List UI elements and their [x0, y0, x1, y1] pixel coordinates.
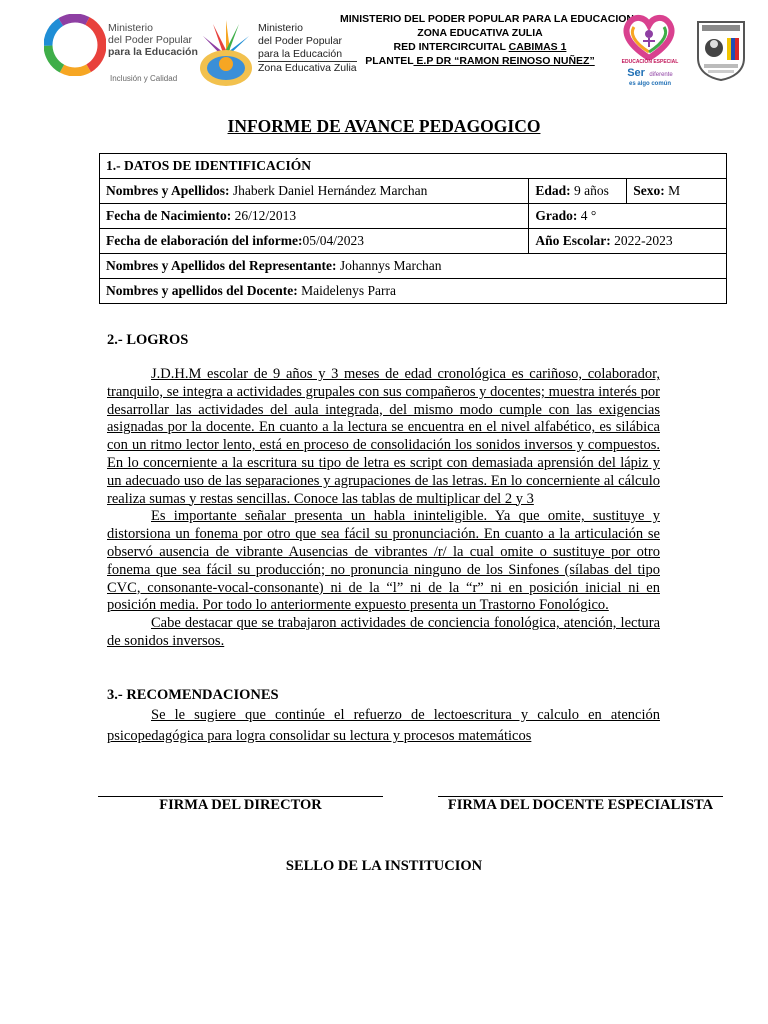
red-name: CABIMAS 1 — [508, 41, 567, 53]
school-year-label: Año Escolar: — [535, 233, 611, 248]
zona-logo-line: Zona Educativa Zulia — [258, 62, 357, 74]
recommendations-paragraph: Se le sugiere que continúe el refuerzo de lectoescritura y calculo en atención psicopedagógica para logra consolidar su lectura y procesos matemáticos — [107, 707, 660, 744]
grade-cell — [529, 204, 727, 229]
achievements-paragraph: Es importante señalar presenta un habla ininteligible. Ya que omite, sustituye y distorsiona un fonema por otro que sea fácil su pronunciación. En cuanto a la articulación se observó ausencia de vibrante Ausencias de vibrantes /r/ la cual omite o sustituye por otro fonema que sea fácil su producción; no pronuncia ninguno de los Sinfones (sílabas del tipo CVC, consonante-vocal-consonante) ni de la “l” ni de la “r” ni en posición inicial ni en posición media. Por todo lo anteriormente expuesto presenta un Trastorno Fonológico. — [107, 508, 660, 614]
header-line: MINISTERIO DEL PODER POPULAR PARA LA EDUCACION — [340, 13, 635, 25]
plantel-prefix: PLANTEL — [365, 55, 414, 67]
ministry-logo-line: del Poder Popular — [108, 34, 193, 46]
school-shield-logo — [694, 18, 748, 82]
ministry-logo-line: para la Educación — [108, 46, 198, 58]
achievements-body — [107, 366, 660, 651]
table-row — [100, 229, 727, 254]
table-row — [100, 254, 727, 279]
special-ed-line: es algo común — [628, 81, 671, 87]
table-row — [100, 279, 727, 304]
sunburst-emblem-icon — [195, 10, 257, 90]
special-ed-diferente: diferente — [649, 72, 673, 78]
header-line: ZONA EDUCATIVA ZULIA — [417, 27, 543, 39]
identification-table — [99, 153, 727, 304]
representative-label: Nombres y Apellidos del Representante: — [106, 258, 337, 273]
achievements-heading: 2.- LOGROS — [107, 332, 189, 348]
birth-date-value: 26/12/2013 — [231, 208, 297, 223]
heart-emblem-icon — [621, 14, 677, 60]
age-value: 9 años — [570, 183, 609, 198]
institution-seal-label: SELLO DE LA INSTITUCION — [285, 858, 483, 874]
age-cell — [529, 179, 627, 204]
zona-logo-line: para la Educación — [258, 48, 343, 60]
achievements-paragraph: J.D.H.M escolar de 9 años y 3 meses de edad cronológica es cariñoso, colaborador, tranquilo, se integra a actividades grupales con sus compañeros y docentes; muestra interés por desarrollar las actividades del aula integrada, del mismo modo cumple con las exigencias asignadas por la docente. En cuanto a la lectura se encuentra en el nivel alfabético, es silábica con un ritmo lector lento, está en proceso de consolidación los sonidos inversos y compuestos. En lo concerniente a la escritura su tipo de letra es script con demasiada aprensión del lápiz y un adecuado uso de las separaciones y agrupaciones de las letras. En lo concerniente al cálculo realiza sumas y restas sencillas. Conoce las tablas de multiplicar del 2 y 3 — [107, 366, 660, 507]
zona-educativa-logo — [195, 10, 357, 92]
student-name-cell — [100, 179, 529, 204]
report-date-value: 05/04/2023 — [302, 233, 364, 248]
achievements-paragraph: Cabe destacar que se trabajaron actividades de conciencia fonológica, atención, lectura de sonidos inversos. — [107, 615, 660, 649]
red-prefix: RED INTERCIRCUITAL — [393, 41, 509, 53]
ministry-tagline: Inclusión y Calidad — [110, 74, 178, 83]
zona-logo-line: Ministerio — [258, 22, 303, 34]
school-year-cell — [529, 229, 727, 254]
institution-header — [340, 12, 635, 68]
ministry-logo — [44, 14, 198, 88]
representative-value: Johannys Marchan — [336, 258, 442, 273]
sex-cell — [627, 179, 727, 204]
section-title-cell — [100, 154, 727, 179]
special-ed-ser: Ser — [627, 67, 645, 79]
representative-cell — [100, 254, 727, 279]
sex-value: M — [664, 183, 681, 198]
shield-icon — [694, 18, 748, 82]
age-label: Edad: — [535, 183, 571, 198]
teacher-signature-label: FIRMA DEL DOCENTE ESPECIALISTA — [447, 797, 714, 813]
table-row — [100, 154, 727, 179]
grade-value: 4 ° — [577, 208, 597, 223]
teacher-cell — [100, 279, 727, 304]
student-name-label: Nombres y Apellidos: — [106, 183, 230, 198]
zona-logo-line: del Poder Popular — [258, 35, 343, 47]
identification-section-title: 1.- DATOS DE IDENTIFICACIÓN — [106, 158, 312, 173]
sex-label: Sexo: — [633, 183, 665, 198]
table-row — [100, 204, 727, 229]
school-year-value: 2022-2023 — [610, 233, 673, 248]
recommendations-body — [107, 705, 660, 747]
teacher-value: Maidelenys Parra — [297, 283, 396, 298]
special-education-logo — [621, 14, 679, 87]
document-title: INFORME DE AVANCE PEDAGOGICO — [227, 116, 541, 136]
header-line-red — [340, 40, 620, 54]
report-date-label: Fecha de elaboración del informe: — [106, 233, 303, 248]
birth-date-cell — [100, 204, 529, 229]
plantel-name: E.P DR “RAMON REINOSO NUÑEZ” — [413, 55, 595, 67]
ministry-logo-line: Ministerio — [108, 22, 153, 34]
grade-label: Grado: — [535, 208, 578, 223]
ministry-emblem-icon — [44, 14, 106, 76]
birth-date-label: Fecha de Nacimiento: — [106, 208, 232, 223]
header-line-plantel — [340, 54, 620, 68]
report-date-cell — [100, 229, 529, 254]
teacher-label: Nombres y apellidos del Docente: — [106, 283, 298, 298]
special-ed-line: EDUCACIÓN ESPECIAL — [621, 59, 679, 65]
director-signature-label: FIRMA DEL DIRECTOR — [159, 797, 322, 813]
table-row — [100, 179, 727, 204]
student-name-value: Jhaberk Daniel Hernández Marchan — [229, 183, 428, 198]
recommendations-heading: 3.- RECOMENDACIONES — [107, 687, 279, 703]
